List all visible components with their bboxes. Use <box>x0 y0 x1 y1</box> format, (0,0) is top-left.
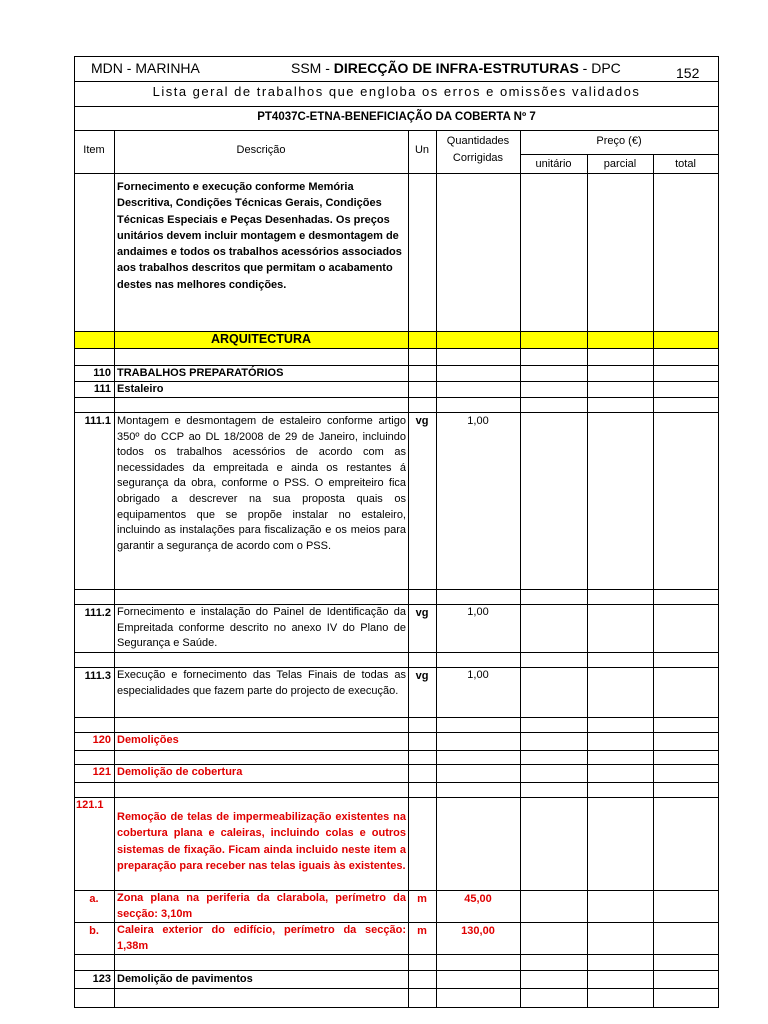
row-desc: Execução e fornecimento das Telas Finais de todas as especialidades que fazem parte do projecto de execução. <box>117 669 406 697</box>
col-price: Preço (€) <box>596 135 642 147</box>
intro-text: Fornecimento e execução conforme Memória Descritiva, Condições Técnicas Gerais, Condições Técnicas Especiais e Peças Desenhadas. Os preços unitários devem incluir montagem e desmontagem de andaimes e todos os trabalhos acessórios associados aos trabalhos descritos que permitam o acabamento destes nas melhores condições. <box>117 181 402 291</box>
section-title: ARQUITECTURA <box>211 332 311 346</box>
row-unit: vg <box>415 607 429 619</box>
row-qty: 1,00 <box>467 606 489 618</box>
row-item: 111.2 <box>84 607 111 619</box>
row-desc: Demolição de cobertura <box>117 766 243 778</box>
row-qty: 1,00 <box>467 415 489 427</box>
row-item: 111.1 <box>84 415 111 427</box>
estimate-sheet <box>74 56 719 1008</box>
department: SSM - DIRECÇÃO DE INFRA-ESTRUTURAS - DPC <box>291 60 621 76</box>
row-qty: 1,00 <box>467 669 489 681</box>
row-item: b. <box>89 925 99 937</box>
row-unit: vg <box>415 415 429 427</box>
col-quantities-2: Corrigidas <box>452 152 504 164</box>
page-number: 152 <box>676 65 700 81</box>
row-unit: m <box>417 893 427 905</box>
row-qty: 45,00 <box>464 893 492 905</box>
row-item: 123 <box>92 973 111 985</box>
project-title: PT4037C-ETNA-BENEFICIAÇÃO DA COBERTA Nº 7 <box>257 111 536 123</box>
col-quantities-1: Quantidades <box>446 135 510 147</box>
col-unit-price: unitário <box>535 158 572 170</box>
row-unit: vg <box>415 670 429 682</box>
row-desc: Zona plana na periferia da clarabola, perímetro da secção: 3,10m <box>117 892 406 920</box>
row-item: 120 <box>92 734 111 746</box>
col-unit: Un <box>414 144 430 156</box>
row-item: a. <box>89 893 99 905</box>
row-item: 121 <box>92 766 111 778</box>
row-item: 121.1 <box>76 799 104 811</box>
row-desc: TRABALHOS PREPARATÓRIOS <box>117 367 284 379</box>
row-desc: Demolição de pavimentos <box>117 973 253 985</box>
row-desc: Estaleiro <box>117 383 164 395</box>
col-partial: parcial <box>603 158 637 170</box>
row-item: 111 <box>93 383 111 395</box>
row-desc: Montagem e desmontagem de estaleiro conforme artigo 350º do CCP ao DL 18/2008 de 29 de Janeiro, incluindo todos os trabalhos acessórios de acordo com as necessidades da empreitada e ainda os restantes á segurança da obra, conforme o PSS. O empreiteiro fica obrigado a descrever na sua proposta quais os equipamentos que se propõe instalar no estaleiro, incluindo as instalações para fiscalização e os meios para garantir a segurança de acordo com o PSS. <box>117 415 406 552</box>
row-item: 111.3 <box>84 670 111 682</box>
col-total: total <box>675 158 696 170</box>
row-desc: Caleira exterior do edifício, perímetro da secção: 1,38m <box>117 924 406 952</box>
list-title: Lista geral de trabalhos que engloba os erros e omissões validados <box>152 84 641 99</box>
row-unit: m <box>417 925 427 937</box>
row-desc: Remoção de telas de impermeabilização existentes na cobertura plana e caleiras, incluindo colas e outros sistemas de fixação. Ficam ainda incluido neste item a preparação para receber nas telas iguais às existentes. <box>117 811 406 872</box>
col-item: Item <box>83 144 105 156</box>
row-item: 110 <box>93 367 111 379</box>
col-description: Descrição <box>236 144 286 156</box>
row-desc: Demolições <box>117 734 179 746</box>
row-desc: Fornecimento e instalação do Painel de Identificação da Empreitada conforme descrito no anexo IV do Plano de Segurança e Saúde. <box>117 606 406 650</box>
org-name: MDN - MARINHA <box>91 60 200 76</box>
row-qty: 130,00 <box>461 925 495 937</box>
